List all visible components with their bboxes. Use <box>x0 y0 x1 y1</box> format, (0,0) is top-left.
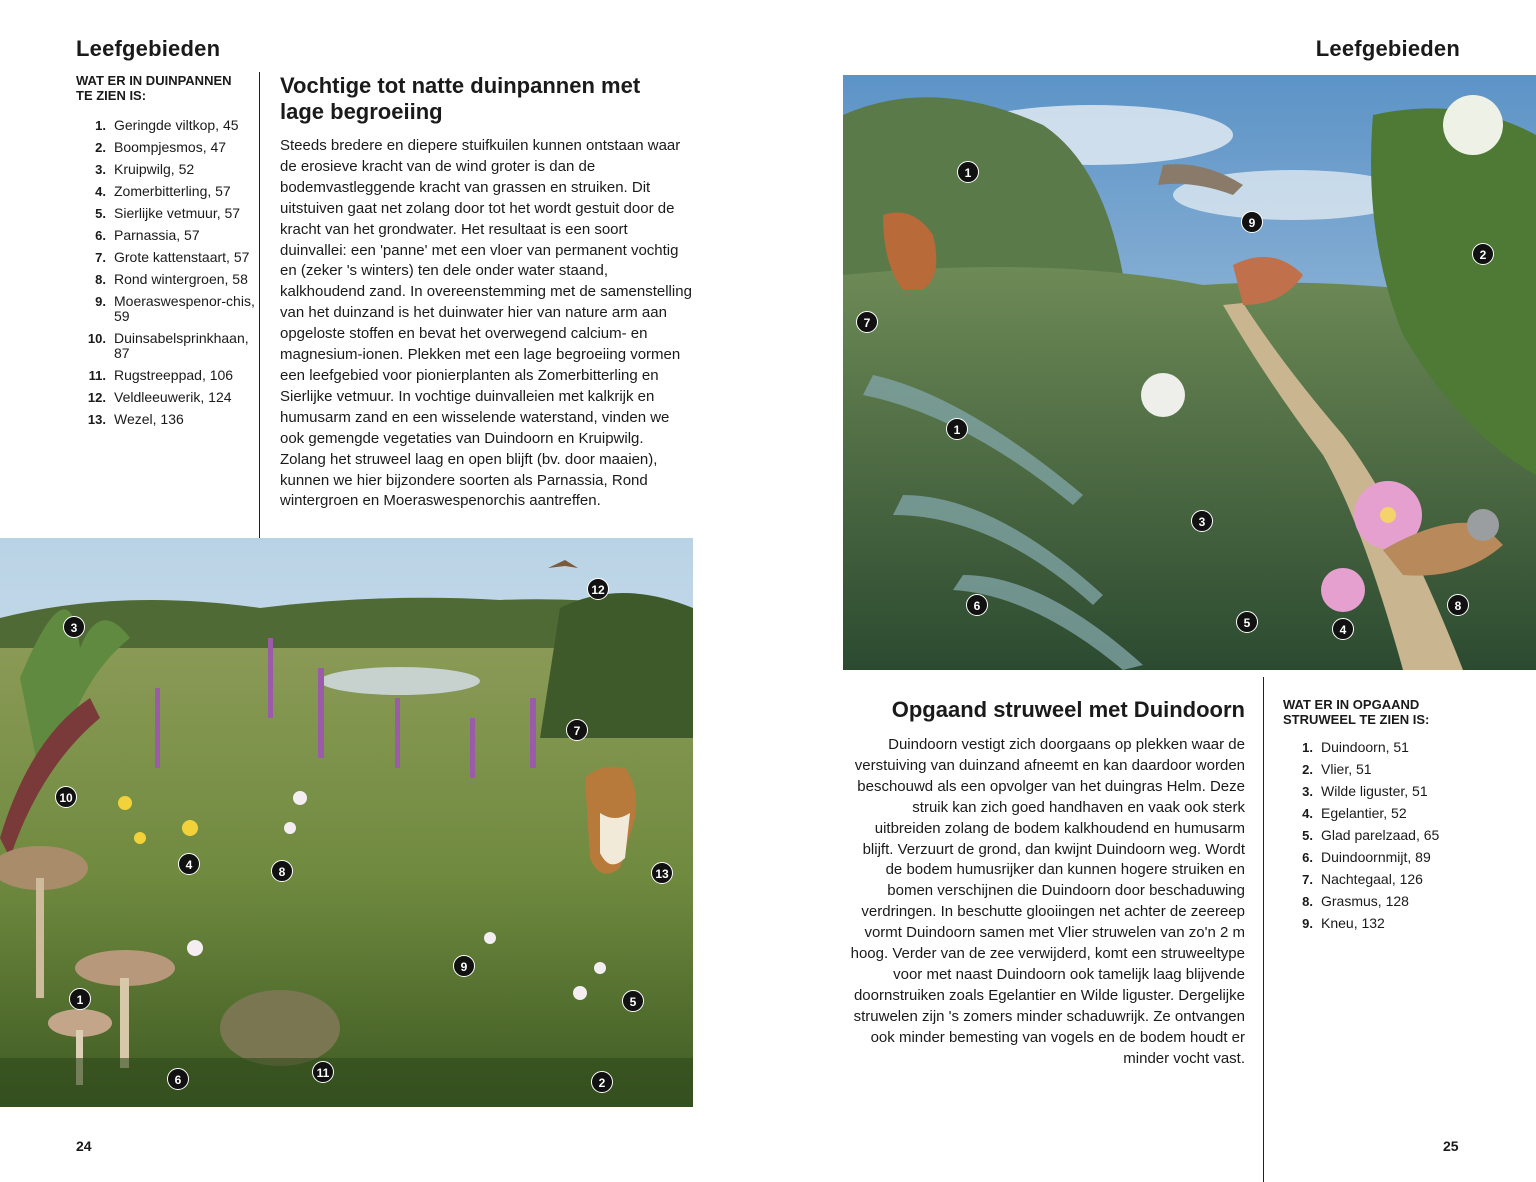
species-number: 12. <box>87 390 106 405</box>
species-label: Veldleeuwerik, 124 <box>114 389 232 405</box>
marker-10: 10 <box>55 786 77 808</box>
marker-1a: 1 <box>957 161 979 183</box>
right-list-heading: WAT ER IN OPGAAND STRUWEEL TE ZIEN IS: <box>1283 697 1430 727</box>
species-number: 5. <box>95 206 106 221</box>
left-list-heading: WAT ER IN DUINPANNEN TE ZIEN IS: <box>76 73 232 103</box>
species-number: 1. <box>1302 740 1313 755</box>
species-label: Boompjesmos, 47 <box>114 139 227 155</box>
species-number: 9. <box>1302 916 1313 931</box>
species-number: 11. <box>88 368 106 383</box>
left-species-list <box>76 118 260 434</box>
marker-1: 1 <box>69 988 91 1010</box>
species-label: Wezel, 136 <box>114 411 184 427</box>
species-number: 5. <box>1302 828 1313 843</box>
species-label: Geringde viltkop, 45 <box>114 117 239 133</box>
species-number: 7. <box>95 250 106 265</box>
species-item <box>76 331 260 361</box>
species-label: Moeraswespenor-chis, 59 <box>114 293 255 324</box>
species-number: 7. <box>1302 872 1313 887</box>
marker-1b: 1 <box>946 418 968 440</box>
marker-4: 4 <box>178 853 200 875</box>
species-item <box>76 368 260 383</box>
left-column-divider <box>259 72 260 538</box>
marker-9: 9 <box>1241 211 1263 233</box>
species-number: 4. <box>95 184 106 199</box>
left-heading: Vochtige tot natte duinpannen met lage begroeiing <box>280 73 641 124</box>
marker-5: 5 <box>622 990 644 1012</box>
species-number: 3. <box>95 162 106 177</box>
species-number: 8. <box>95 272 106 287</box>
species-number: 6. <box>1302 850 1313 865</box>
species-label: Grasmus, 128 <box>1321 893 1409 909</box>
species-label: Sierlijke vetmuur, 57 <box>114 205 241 221</box>
species-number: 4. <box>1302 806 1313 821</box>
species-label: Zomerbitterling, 57 <box>114 183 231 199</box>
marker-5: 5 <box>1236 611 1258 633</box>
species-number: 3. <box>1302 784 1313 799</box>
species-label: Grote kattenstaart, 57 <box>114 249 250 265</box>
species-item <box>1283 850 1483 865</box>
marker-9: 9 <box>453 955 475 977</box>
species-item <box>1283 916 1483 931</box>
species-item <box>1283 894 1483 909</box>
marker-12: 12 <box>587 578 609 600</box>
species-item <box>76 140 260 155</box>
species-label: Parnassia, 57 <box>114 227 200 243</box>
right-section-title: Leefgebieden <box>1315 36 1460 61</box>
species-label: Kruipwilg, 52 <box>114 161 195 177</box>
right-body-text: Duindoorn vestigt zich doorgaans op plekken waar de verstuiving van duinzand afneemt en kan daardoor worden beschouwd als een opvolger van het duingras Helm. Deze struik kan zich goed handhaven en vaak ook sterk uitbreiden zolang de bodem kalkhoudend en humusarm blijft. Verzuurt de grond, dan kwijnt Duindoorn weg. Wordt de bodem humusrijker dan kunnen hogere struiken en bomen verschijnen die Duindoorn door beschaduwing verdringen. In beschutte glooiingen net achter de zeereep vormt Duindoorn samen met Vlier struwelen van zo'n 2 m hoog. Verder van de zee verwijderd, komt een struweeltype voor met naast Duindoorn ook tamelijk laag blijvende doornstruiken zoals Egelantier en Wilde liguster. Dergelijke struwelen zijn 's zomers minder schaduwrijk. Ze ontvangen ook minder bemesting van vogels en de bodem houdt er minder vocht vast. <box>850 736 1245 1067</box>
species-item <box>1283 806 1483 821</box>
dune-slack-illustration <box>0 538 693 1107</box>
species-item <box>76 390 260 405</box>
species-label: Nachtegaal, 126 <box>1321 871 1423 887</box>
species-item <box>76 412 260 427</box>
right-heading: Opgaand struweel met Duindoorn <box>891 697 1245 722</box>
left-section-title: Leefgebieden <box>76 36 221 61</box>
species-label: Egelantier, 52 <box>1321 805 1407 821</box>
left-body-text: Steeds bredere en diepere stuifkuilen kunnen ontstaan waar de erosieve kracht van de wind groter is dan de bodemvastleggende kracht van grassen en struiken. Dit uitstuiven gaat net zolang door tot het wordt gestuit door de kracht van het grondwater. Het resultaat is een soort duinvallei: een 'panne' met een vloer van permanent vochtig en (zeker 's winters) ten dele onder water staand, kalkhoudend zand. In overeenstemming met de samenstelling van het duinzand is het duinwater hier van nature arm aan opgeloste stoffen en bevat het overwegend calcium- en magnesium-ionen. Plekken met een lage begroeiing vormen een leefgebied voor pionierplanten als Zomerbitterling en Sierlijke vetmuur. In vochtige duinvalleien met kalkrijk en humusarm zand en een wisselende waterstand, vinden we ook gemengde vegetaties van Duindoorn en Kruipwilg. Zolang het struweel laag en open blijft (bv. door maaien), kunnen we hier bijzondere soorten als Parnassia, Rond wintergroen en Moeraswespenorchis aantreffen. <box>280 137 692 510</box>
species-number: 1. <box>95 118 106 133</box>
species-item <box>76 184 260 199</box>
marker-11: 11 <box>312 1061 334 1083</box>
species-number: 2. <box>95 140 106 155</box>
marker-2: 2 <box>1472 243 1494 265</box>
marker-8: 8 <box>1447 594 1469 616</box>
marker-7: 7 <box>566 719 588 741</box>
species-item <box>1283 762 1483 777</box>
marker-13: 13 <box>651 862 673 884</box>
left-page-number: 24 <box>76 1138 92 1154</box>
species-label: Wilde liguster, 51 <box>1321 783 1428 799</box>
species-label: Duindoorn, 51 <box>1321 739 1409 755</box>
species-number: 6. <box>95 228 106 243</box>
marker-6: 6 <box>167 1068 189 1090</box>
species-item <box>76 162 260 177</box>
species-label: Rond wintergroen, 58 <box>114 271 248 287</box>
species-number: 10. <box>87 331 106 346</box>
marker-3: 3 <box>1191 510 1213 532</box>
species-number: 9. <box>95 294 106 309</box>
marker-7: 7 <box>856 311 878 333</box>
marker-3: 3 <box>63 616 85 638</box>
species-item <box>1283 828 1483 843</box>
species-item <box>1283 740 1483 755</box>
species-item <box>1283 872 1483 887</box>
species-item <box>76 118 260 133</box>
right-species-list <box>1283 740 1483 938</box>
sea-buckthorn-scrub-illustration <box>843 75 1536 670</box>
species-label: Vlier, 51 <box>1321 761 1372 777</box>
species-label: Kneu, 132 <box>1321 915 1385 931</box>
marker-2: 2 <box>591 1071 613 1093</box>
marker-8: 8 <box>271 860 293 882</box>
species-number: 13. <box>87 412 106 427</box>
species-label: Duindoornmijt, 89 <box>1321 849 1431 865</box>
species-item <box>1283 784 1483 799</box>
species-number: 2. <box>1302 762 1313 777</box>
species-number: 8. <box>1302 894 1313 909</box>
species-item <box>76 294 260 324</box>
species-item <box>76 206 260 221</box>
species-label: Glad parelzaad, 65 <box>1321 827 1440 843</box>
species-item <box>76 250 260 265</box>
marker-4: 4 <box>1332 618 1354 640</box>
species-label: Duinsabelsprinkhaan, 87 <box>114 330 249 361</box>
species-label: Rugstreeppad, 106 <box>114 367 234 383</box>
species-item <box>76 272 260 287</box>
right-page-number: 25 <box>1443 1138 1459 1154</box>
marker-6: 6 <box>966 594 988 616</box>
right-column-divider <box>1263 677 1264 1182</box>
species-item <box>76 228 260 243</box>
